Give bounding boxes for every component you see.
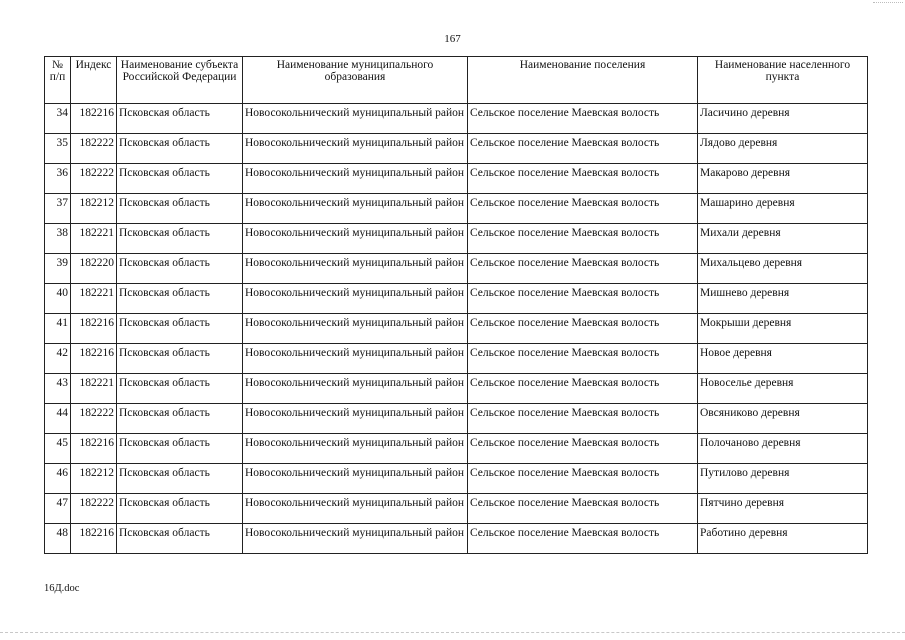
cell-index: 182222 (71, 404, 117, 434)
scan-edge-line (0, 632, 905, 633)
cell-num: 38 (45, 224, 71, 254)
cell-locality: Пятчино деревня (698, 494, 868, 524)
cell-municipal: Новосокольнический муниципальный район (243, 224, 468, 254)
cell-subject: Псковская область (117, 524, 243, 554)
cell-settlement: Сельское поселение Маевская волость (468, 284, 698, 314)
cell-index: 182216 (71, 314, 117, 344)
cell-locality: Мокрыши деревня (698, 314, 868, 344)
cell-subject: Псковская область (117, 254, 243, 284)
cell-municipal: Новосокольнический муниципальный район (243, 104, 468, 134)
cell-num: 40 (45, 284, 71, 314)
locality-table (44, 56, 868, 554)
header-num: № п/п (45, 57, 71, 104)
table-row (45, 194, 868, 224)
cell-index: 182212 (71, 464, 117, 494)
cell-num: 39 (45, 254, 71, 284)
table-row (45, 524, 868, 554)
cell-subject: Псковская область (117, 344, 243, 374)
cell-municipal: Новосокольнический муниципальный район (243, 344, 468, 374)
table-body (45, 104, 868, 554)
cell-locality: Полочаново деревня (698, 434, 868, 464)
cell-num: 46 (45, 464, 71, 494)
cell-settlement: Сельское поселение Маевская волость (468, 254, 698, 284)
cell-settlement: Сельское поселение Маевская волость (468, 104, 698, 134)
table-row (45, 284, 868, 314)
cell-index: 182212 (71, 194, 117, 224)
scan-corner-mark (873, 2, 903, 3)
cell-subject: Псковская область (117, 284, 243, 314)
cell-locality: Работино деревня (698, 524, 868, 554)
cell-index: 182216 (71, 524, 117, 554)
cell-settlement: Сельское поселение Маевская волость (468, 164, 698, 194)
footer-file-name: 16Д.doc (44, 583, 80, 594)
header-municipal: Наименование муниципального образования (243, 57, 468, 104)
cell-num: 42 (45, 344, 71, 374)
header-subject: Наименование субъекта Российской Федерации (117, 57, 243, 104)
cell-num: 37 (45, 194, 71, 224)
cell-subject: Псковская область (117, 434, 243, 464)
page-number: 167 (444, 33, 461, 45)
cell-locality: Новоселье деревня (698, 374, 868, 404)
cell-settlement: Сельское поселение Маевская волость (468, 314, 698, 344)
table-row (45, 224, 868, 254)
table-row (45, 164, 868, 194)
cell-num: 48 (45, 524, 71, 554)
cell-subject: Псковская область (117, 134, 243, 164)
cell-subject: Псковская область (117, 494, 243, 524)
cell-settlement: Сельское поселение Маевская волость (468, 494, 698, 524)
cell-index: 182222 (71, 164, 117, 194)
cell-municipal: Новосокольнический муниципальный район (243, 134, 468, 164)
cell-locality: Новое деревня (698, 344, 868, 374)
cell-settlement: Сельское поселение Маевская волость (468, 524, 698, 554)
table-row (45, 254, 868, 284)
cell-locality: Макарово деревня (698, 164, 868, 194)
cell-num: 44 (45, 404, 71, 434)
cell-num: 41 (45, 314, 71, 344)
cell-subject: Псковская область (117, 464, 243, 494)
cell-index: 182220 (71, 254, 117, 284)
cell-locality: Путилово деревня (698, 464, 868, 494)
cell-locality: Михальцево деревня (698, 254, 868, 284)
cell-index: 182216 (71, 104, 117, 134)
cell-subject: Псковская область (117, 374, 243, 404)
header-locality: Наименование населенного пункта (698, 57, 868, 104)
header-index: Индекс (71, 57, 117, 104)
table-row (45, 344, 868, 374)
cell-index: 182216 (71, 344, 117, 374)
cell-num: 35 (45, 134, 71, 164)
cell-municipal: Новосокольнический муниципальный район (243, 314, 468, 344)
table-row (45, 464, 868, 494)
cell-subject: Псковская область (117, 404, 243, 434)
cell-num: 36 (45, 164, 71, 194)
cell-municipal: Новосокольнический муниципальный район (243, 284, 468, 314)
cell-index: 182222 (71, 494, 117, 524)
table-row (45, 404, 868, 434)
cell-settlement: Сельское поселение Маевская волость (468, 374, 698, 404)
table-row (45, 134, 868, 164)
table-row (45, 374, 868, 404)
cell-num: 45 (45, 434, 71, 464)
cell-index: 182221 (71, 284, 117, 314)
cell-subject: Псковская область (117, 104, 243, 134)
cell-index: 182221 (71, 374, 117, 404)
cell-settlement: Сельское поселение Маевская волость (468, 194, 698, 224)
cell-locality: Овсяниково деревня (698, 404, 868, 434)
table-header-row (45, 57, 868, 104)
cell-index: 182221 (71, 224, 117, 254)
table-row (45, 314, 868, 344)
cell-num: 34 (45, 104, 71, 134)
cell-municipal: Новосокольнический муниципальный район (243, 374, 468, 404)
cell-municipal: Новосокольнический муниципальный район (243, 404, 468, 434)
cell-locality: Михали деревня (698, 224, 868, 254)
cell-municipal: Новосокольнический муниципальный район (243, 464, 468, 494)
cell-locality: Лядово деревня (698, 134, 868, 164)
cell-locality: Ласичино деревня (698, 104, 868, 134)
cell-settlement: Сельское поселение Маевская волость (468, 224, 698, 254)
cell-municipal: Новосокольнический муниципальный район (243, 524, 468, 554)
cell-settlement: Сельское поселение Маевская волость (468, 434, 698, 464)
cell-settlement: Сельское поселение Маевская волость (468, 134, 698, 164)
table-row (45, 494, 868, 524)
cell-settlement: Сельское поселение Маевская волость (468, 404, 698, 434)
cell-locality: Машарино деревня (698, 194, 868, 224)
cell-municipal: Новосокольнический муниципальный район (243, 494, 468, 524)
table-row (45, 104, 868, 134)
cell-num: 47 (45, 494, 71, 524)
cell-municipal: Новосокольнический муниципальный район (243, 164, 468, 194)
cell-settlement: Сельское поселение Маевская волость (468, 464, 698, 494)
cell-subject: Псковская область (117, 164, 243, 194)
cell-municipal: Новосокольнический муниципальный район (243, 254, 468, 284)
cell-settlement: Сельское поселение Маевская волость (468, 344, 698, 374)
cell-index: 182222 (71, 134, 117, 164)
cell-subject: Псковская область (117, 314, 243, 344)
cell-locality: Мишнево деревня (698, 284, 868, 314)
cell-num: 43 (45, 374, 71, 404)
header-settlement: Наименование поселения (468, 57, 698, 104)
cell-subject: Псковская область (117, 224, 243, 254)
table-row (45, 434, 868, 464)
cell-index: 182216 (71, 434, 117, 464)
cell-municipal: Новосокольнический муниципальный район (243, 194, 468, 224)
cell-subject: Псковская область (117, 194, 243, 224)
cell-municipal: Новосокольнический муниципальный район (243, 434, 468, 464)
